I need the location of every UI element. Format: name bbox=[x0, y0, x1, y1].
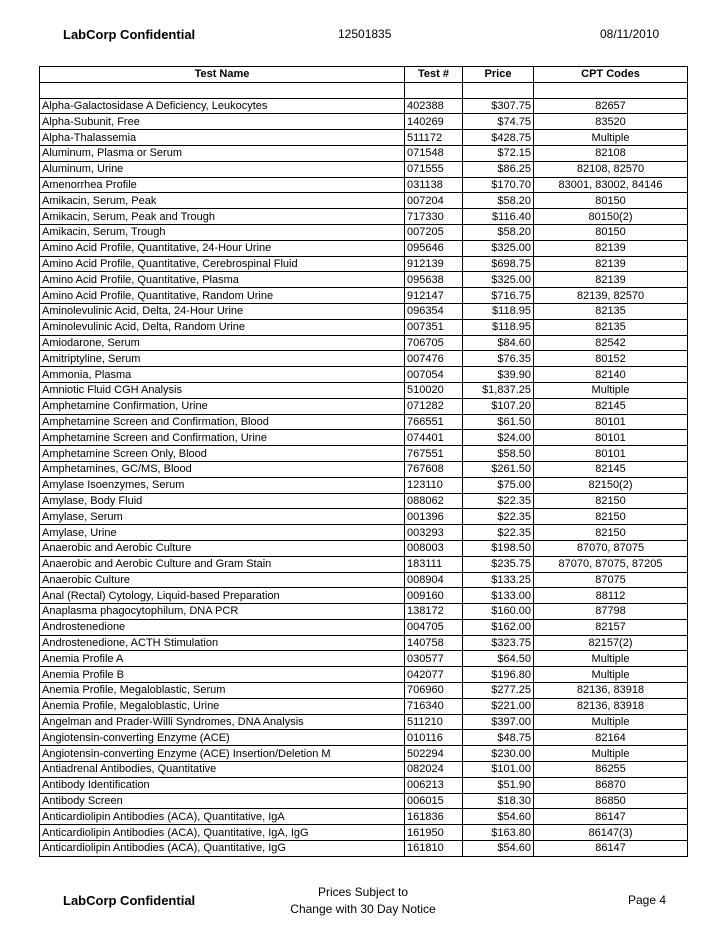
cell-price: $261.50 bbox=[463, 461, 534, 477]
col-header-price: Price bbox=[463, 67, 534, 83]
cell-price: $1,837.25 bbox=[463, 382, 534, 398]
cell-price: $74.75 bbox=[463, 114, 534, 130]
table-row bbox=[40, 793, 688, 809]
cell-test-number: 008904 bbox=[405, 572, 463, 588]
cell-test-name: Amikacin, Serum, Trough bbox=[40, 224, 405, 240]
cell-test-number: 706960 bbox=[405, 683, 463, 699]
cell-price: $18.30 bbox=[463, 793, 534, 809]
cell-cpt-codes: 82135 bbox=[534, 319, 688, 335]
cell-cpt-codes: 83520 bbox=[534, 114, 688, 130]
cell-price: $107.20 bbox=[463, 398, 534, 414]
table-row bbox=[40, 667, 688, 683]
cell-price: $118.95 bbox=[463, 319, 534, 335]
cell-cpt-codes: 80150 bbox=[534, 193, 688, 209]
cell-test-name: Amylase, Urine bbox=[40, 525, 405, 541]
cell-test-number: 001396 bbox=[405, 509, 463, 525]
cell-test-name: Amylase, Serum bbox=[40, 509, 405, 525]
cell-test-name: Amino Acid Profile, Quantitative, Plasma bbox=[40, 272, 405, 288]
cell-price: $22.35 bbox=[463, 525, 534, 541]
cell-price: $101.00 bbox=[463, 762, 534, 778]
price-table bbox=[39, 66, 688, 857]
cell-cpt-codes: 82136, 83918 bbox=[534, 683, 688, 699]
footer-page-number: Page 4 bbox=[628, 893, 667, 907]
cell-cpt-codes: Multiple bbox=[534, 130, 688, 146]
cell-test-number: 009160 bbox=[405, 588, 463, 604]
cell-price: $72.15 bbox=[463, 145, 534, 161]
table-row bbox=[40, 777, 688, 793]
table-row bbox=[40, 414, 688, 430]
cell-test-number: 007476 bbox=[405, 351, 463, 367]
cell-cpt-codes: 82157(2) bbox=[534, 635, 688, 651]
table-row bbox=[40, 382, 688, 398]
cell-price: $163.80 bbox=[463, 825, 534, 841]
cell-test-number: 716340 bbox=[405, 698, 463, 714]
table-row bbox=[40, 651, 688, 667]
cell-test-number: 071548 bbox=[405, 145, 463, 161]
cell-test-name: Anemia Profile, Megaloblastic, Serum bbox=[40, 683, 405, 699]
cell-price: $54.60 bbox=[463, 841, 534, 857]
table-row bbox=[40, 430, 688, 446]
cell-price: $160.00 bbox=[463, 604, 534, 620]
cell-test-name: Anemia Profile, Megaloblastic, Urine bbox=[40, 698, 405, 714]
table-row bbox=[40, 714, 688, 730]
cell-price: $86.25 bbox=[463, 161, 534, 177]
table-row bbox=[40, 114, 688, 130]
cell-test-number: 071555 bbox=[405, 161, 463, 177]
table-row bbox=[40, 288, 688, 304]
cell-price: $75.00 bbox=[463, 477, 534, 493]
cell-cpt-codes: 82157 bbox=[534, 619, 688, 635]
cell-cpt-codes: 87075 bbox=[534, 572, 688, 588]
cell-cpt-codes: 86147 bbox=[534, 841, 688, 857]
cell-test-number: 510020 bbox=[405, 382, 463, 398]
cell-price: $198.50 bbox=[463, 540, 534, 556]
cell-price: $84.60 bbox=[463, 335, 534, 351]
cell-cpt-codes: Multiple bbox=[534, 382, 688, 398]
cell-cpt-codes: 82139, 82570 bbox=[534, 288, 688, 304]
cell-price: $323.75 bbox=[463, 635, 534, 651]
cell-price: $307.75 bbox=[463, 98, 534, 114]
cell-test-name: Alpha-Thalassemia bbox=[40, 130, 405, 146]
cell-cpt-codes: 80150(2) bbox=[534, 209, 688, 225]
cell-test-name: Amitriptyline, Serum bbox=[40, 351, 405, 367]
cell-test-number: 042077 bbox=[405, 667, 463, 683]
cell-price: $58.50 bbox=[463, 446, 534, 462]
cell-price: $397.00 bbox=[463, 714, 534, 730]
cell-test-name: Anemia Profile A bbox=[40, 651, 405, 667]
cell-test-number: 161810 bbox=[405, 841, 463, 857]
cell-test-name: Aluminum, Urine bbox=[40, 161, 405, 177]
cell-test-number: 088062 bbox=[405, 493, 463, 509]
cell-test-name: Androstenedione, ACTH Stimulation bbox=[40, 635, 405, 651]
cell-cpt-codes: 86870 bbox=[534, 777, 688, 793]
cell-test-name: Angiotensin-converting Enzyme (ACE) bbox=[40, 730, 405, 746]
cell-cpt-codes: 80150 bbox=[534, 224, 688, 240]
cell-test-number: 008003 bbox=[405, 540, 463, 556]
header-company: LabCorp Confidential bbox=[63, 27, 196, 42]
blank-row bbox=[40, 82, 688, 98]
cell-test-name: Aluminum, Plasma or Serum bbox=[40, 145, 405, 161]
cell-test-number: 007054 bbox=[405, 367, 463, 383]
table-row bbox=[40, 556, 688, 572]
table-row bbox=[40, 525, 688, 541]
cell-test-number: 402388 bbox=[405, 98, 463, 114]
cell-test-number: 095638 bbox=[405, 272, 463, 288]
cell-cpt-codes: 82150 bbox=[534, 509, 688, 525]
cell-price: $24.00 bbox=[463, 430, 534, 446]
cell-cpt-codes: 86255 bbox=[534, 762, 688, 778]
table-row bbox=[40, 809, 688, 825]
cell-test-number: 183111 bbox=[405, 556, 463, 572]
header-date: 08/11/2010 bbox=[600, 27, 660, 41]
cell-test-name: Anaerobic and Aerobic Culture bbox=[40, 540, 405, 556]
cell-cpt-codes: Multiple bbox=[534, 714, 688, 730]
cell-test-number: 007351 bbox=[405, 319, 463, 335]
table-row bbox=[40, 367, 688, 383]
cell-test-number: 004705 bbox=[405, 619, 463, 635]
cell-cpt-codes: 82139 bbox=[534, 240, 688, 256]
footer-company: LabCorp Confidential bbox=[63, 893, 196, 908]
table-row bbox=[40, 240, 688, 256]
table-row bbox=[40, 588, 688, 604]
cell-test-number: 138172 bbox=[405, 604, 463, 620]
cell-test-name: Antibody Identification bbox=[40, 777, 405, 793]
cell-test-name: Alpha-Subunit, Free bbox=[40, 114, 405, 130]
cell-price: $58.20 bbox=[463, 193, 534, 209]
cell-cpt-codes: 82145 bbox=[534, 461, 688, 477]
table-row bbox=[40, 319, 688, 335]
cell-price: $325.00 bbox=[463, 240, 534, 256]
cell-test-number: 912147 bbox=[405, 288, 463, 304]
cell-test-name: Androstenedione bbox=[40, 619, 405, 635]
cell-cpt-codes: Multiple bbox=[534, 667, 688, 683]
cell-test-name: Amphetamine Screen and Confirmation, Urine bbox=[40, 430, 405, 446]
table-row bbox=[40, 398, 688, 414]
cell-cpt-codes: 82150 bbox=[534, 493, 688, 509]
cell-price: $22.35 bbox=[463, 493, 534, 509]
cell-test-number: 140269 bbox=[405, 114, 463, 130]
cell-test-number: 006015 bbox=[405, 793, 463, 809]
col-header-cpt-codes: CPT Codes bbox=[534, 67, 688, 83]
cell-cpt-codes: 82542 bbox=[534, 335, 688, 351]
cell-test-number: 912139 bbox=[405, 256, 463, 272]
table-row bbox=[40, 698, 688, 714]
cell-test-number: 161836 bbox=[405, 809, 463, 825]
cell-cpt-codes: 87070, 87075 bbox=[534, 540, 688, 556]
table-row bbox=[40, 145, 688, 161]
cell-cpt-codes: 82140 bbox=[534, 367, 688, 383]
cell-test-name: Amphetamine Screen and Confirmation, Blood bbox=[40, 414, 405, 430]
cell-price: $118.95 bbox=[463, 303, 534, 319]
cell-test-name: Anaplasma phagocytophilum, DNA PCR bbox=[40, 604, 405, 620]
cell-cpt-codes: 86147(3) bbox=[534, 825, 688, 841]
cell-price: $51.90 bbox=[463, 777, 534, 793]
cell-cpt-codes: 82150 bbox=[534, 525, 688, 541]
cell-test-number: 007204 bbox=[405, 193, 463, 209]
cell-test-number: 071282 bbox=[405, 398, 463, 414]
table-row bbox=[40, 177, 688, 193]
table-row bbox=[40, 461, 688, 477]
table-row bbox=[40, 730, 688, 746]
table-row bbox=[40, 224, 688, 240]
cell-cpt-codes: 86850 bbox=[534, 793, 688, 809]
table-row bbox=[40, 209, 688, 225]
cell-test-name: Angelman and Prader-Willi Syndromes, DNA Analysis bbox=[40, 714, 405, 730]
table-row bbox=[40, 509, 688, 525]
cell-test-name: Alpha-Galactosidase A Deficiency, Leukocytes bbox=[40, 98, 405, 114]
cell-cpt-codes: 87070, 87075, 87205 bbox=[534, 556, 688, 572]
cell-test-name: Amphetamines, GC/MS, Blood bbox=[40, 461, 405, 477]
cell-cpt-codes: 82136, 83918 bbox=[534, 698, 688, 714]
cell-price: $58.20 bbox=[463, 224, 534, 240]
cell-test-number: 030577 bbox=[405, 651, 463, 667]
cell-price: $116.40 bbox=[463, 209, 534, 225]
table-row bbox=[40, 130, 688, 146]
cell-price: $22.35 bbox=[463, 509, 534, 525]
footer-notice bbox=[270, 884, 456, 918]
cell-test-name: Amino Acid Profile, Quantitative, 24-Hour Urine bbox=[40, 240, 405, 256]
cell-test-name: Antibody Screen bbox=[40, 793, 405, 809]
cell-cpt-codes: 82108, 82570 bbox=[534, 161, 688, 177]
table-header-row bbox=[40, 67, 688, 83]
cell-test-number: 717330 bbox=[405, 209, 463, 225]
cell-price: $230.00 bbox=[463, 746, 534, 762]
cell-test-number: 766551 bbox=[405, 414, 463, 430]
cell-test-name: Anaerobic Culture bbox=[40, 572, 405, 588]
cell-price: $698.75 bbox=[463, 256, 534, 272]
cell-test-name: Amino Acid Profile, Quantitative, Random Urine bbox=[40, 288, 405, 304]
cell-price: $64.50 bbox=[463, 651, 534, 667]
table-row bbox=[40, 98, 688, 114]
cell-price: $170.70 bbox=[463, 177, 534, 193]
cell-test-name: Angiotensin-converting Enzyme (ACE) Insertion/Deletion M bbox=[40, 746, 405, 762]
cell-test-number: 082024 bbox=[405, 762, 463, 778]
cell-price: $54.60 bbox=[463, 809, 534, 825]
cell-test-name: Amikacin, Serum, Peak bbox=[40, 193, 405, 209]
cell-test-number: 074401 bbox=[405, 430, 463, 446]
cell-cpt-codes: 82164 bbox=[534, 730, 688, 746]
cell-test-name: Anticardiolipin Antibodies (ACA), Quantitative, IgG bbox=[40, 841, 405, 857]
table-row bbox=[40, 477, 688, 493]
cell-test-number: 123110 bbox=[405, 477, 463, 493]
cell-test-name: Aminolevulinic Acid, Delta, 24-Hour Urine bbox=[40, 303, 405, 319]
cell-test-name: Antiadrenal Antibodies, Quantitative bbox=[40, 762, 405, 778]
cell-cpt-codes: 80101 bbox=[534, 446, 688, 462]
cell-test-number: 767551 bbox=[405, 446, 463, 462]
cell-test-number: 031138 bbox=[405, 177, 463, 193]
table-row bbox=[40, 335, 688, 351]
table-row bbox=[40, 572, 688, 588]
cell-cpt-codes: 83001, 83002, 84146 bbox=[534, 177, 688, 193]
table-row bbox=[40, 493, 688, 509]
footer-notice-line2: Change with 30 Day Notice bbox=[290, 902, 436, 916]
cell-test-number: 511172 bbox=[405, 130, 463, 146]
table-row bbox=[40, 446, 688, 462]
cell-cpt-codes: 80101 bbox=[534, 414, 688, 430]
table-row bbox=[40, 303, 688, 319]
cell-price: $162.00 bbox=[463, 619, 534, 635]
cell-test-name: Amino Acid Profile, Quantitative, Cerebrospinal Fluid bbox=[40, 256, 405, 272]
cell-test-number: 010116 bbox=[405, 730, 463, 746]
cell-price: $277.25 bbox=[463, 683, 534, 699]
cell-test-number: 706705 bbox=[405, 335, 463, 351]
cell-test-number: 502294 bbox=[405, 746, 463, 762]
cell-test-name: Amniotic Fluid CGH Analysis bbox=[40, 382, 405, 398]
cell-cpt-codes: 82135 bbox=[534, 303, 688, 319]
cell-cpt-codes: 80152 bbox=[534, 351, 688, 367]
cell-test-name: Ammonia, Plasma bbox=[40, 367, 405, 383]
cell-price: $48.75 bbox=[463, 730, 534, 746]
table-row bbox=[40, 256, 688, 272]
cell-test-number: 095646 bbox=[405, 240, 463, 256]
table-row bbox=[40, 762, 688, 778]
cell-test-number: 511210 bbox=[405, 714, 463, 730]
cell-price: $61.50 bbox=[463, 414, 534, 430]
cell-price: $325.00 bbox=[463, 272, 534, 288]
table-row bbox=[40, 635, 688, 651]
cell-cpt-codes: 80101 bbox=[534, 430, 688, 446]
table-row bbox=[40, 351, 688, 367]
table-row bbox=[40, 604, 688, 620]
cell-test-number: 007205 bbox=[405, 224, 463, 240]
cell-test-name: Anticardiolipin Antibodies (ACA), Quantitative, IgA bbox=[40, 809, 405, 825]
cell-cpt-codes: Multiple bbox=[534, 746, 688, 762]
cell-price: $221.00 bbox=[463, 698, 534, 714]
cell-test-name: Amphetamine Screen Only, Blood bbox=[40, 446, 405, 462]
cell-cpt-codes: 82108 bbox=[534, 145, 688, 161]
table-row bbox=[40, 619, 688, 635]
table-row bbox=[40, 193, 688, 209]
cell-test-number: 003293 bbox=[405, 525, 463, 541]
cell-price: $716.75 bbox=[463, 288, 534, 304]
table-row bbox=[40, 161, 688, 177]
cell-cpt-codes: 88112 bbox=[534, 588, 688, 604]
cell-test-number: 161950 bbox=[405, 825, 463, 841]
cell-test-name: Anticardiolipin Antibodies (ACA), Quantitative, IgA, IgG bbox=[40, 825, 405, 841]
cell-test-name: Amiodarone, Serum bbox=[40, 335, 405, 351]
table-row bbox=[40, 540, 688, 556]
cell-cpt-codes: 82139 bbox=[534, 272, 688, 288]
cell-cpt-codes: 87798 bbox=[534, 604, 688, 620]
col-header-test-name: Test Name bbox=[40, 67, 405, 83]
table-row bbox=[40, 841, 688, 857]
cell-test-name: Amikacin, Serum, Peak and Trough bbox=[40, 209, 405, 225]
cell-test-name: Amphetamine Confirmation, Urine bbox=[40, 398, 405, 414]
table-row bbox=[40, 272, 688, 288]
table-row bbox=[40, 825, 688, 841]
cell-test-number: 767608 bbox=[405, 461, 463, 477]
header-account-number: 12501835 bbox=[338, 27, 392, 41]
cell-test-name: Anal (Rectal) Cytology, Liquid-based Preparation bbox=[40, 588, 405, 604]
col-header-test-number: Test # bbox=[405, 67, 463, 83]
cell-cpt-codes: 82145 bbox=[534, 398, 688, 414]
cell-test-name: Amenorrhea Profile bbox=[40, 177, 405, 193]
cell-cpt-codes: Multiple bbox=[534, 651, 688, 667]
cell-price: $235.75 bbox=[463, 556, 534, 572]
cell-price: $196.80 bbox=[463, 667, 534, 683]
cell-price: $428.75 bbox=[463, 130, 534, 146]
cell-cpt-codes: 82139 bbox=[534, 256, 688, 272]
cell-cpt-codes: 82657 bbox=[534, 98, 688, 114]
cell-test-name: Anaerobic and Aerobic Culture and Gram Stain bbox=[40, 556, 405, 572]
table-row bbox=[40, 746, 688, 762]
cell-price: $39.90 bbox=[463, 367, 534, 383]
cell-test-name: Anemia Profile B bbox=[40, 667, 405, 683]
cell-test-name: Amylase Isoenzymes, Serum bbox=[40, 477, 405, 493]
cell-price: $133.00 bbox=[463, 588, 534, 604]
cell-cpt-codes: 82150(2) bbox=[534, 477, 688, 493]
cell-test-name: Aminolevulinic Acid, Delta, Random Urine bbox=[40, 319, 405, 335]
cell-price: $133.25 bbox=[463, 572, 534, 588]
cell-price: $76.35 bbox=[463, 351, 534, 367]
cell-test-number: 006213 bbox=[405, 777, 463, 793]
table-row bbox=[40, 683, 688, 699]
cell-test-number: 096354 bbox=[405, 303, 463, 319]
cell-test-number: 140758 bbox=[405, 635, 463, 651]
footer-notice-line1: Prices Subject to bbox=[317, 885, 409, 899]
cell-cpt-codes: 86147 bbox=[534, 809, 688, 825]
cell-test-name: Amylase, Body Fluid bbox=[40, 493, 405, 509]
